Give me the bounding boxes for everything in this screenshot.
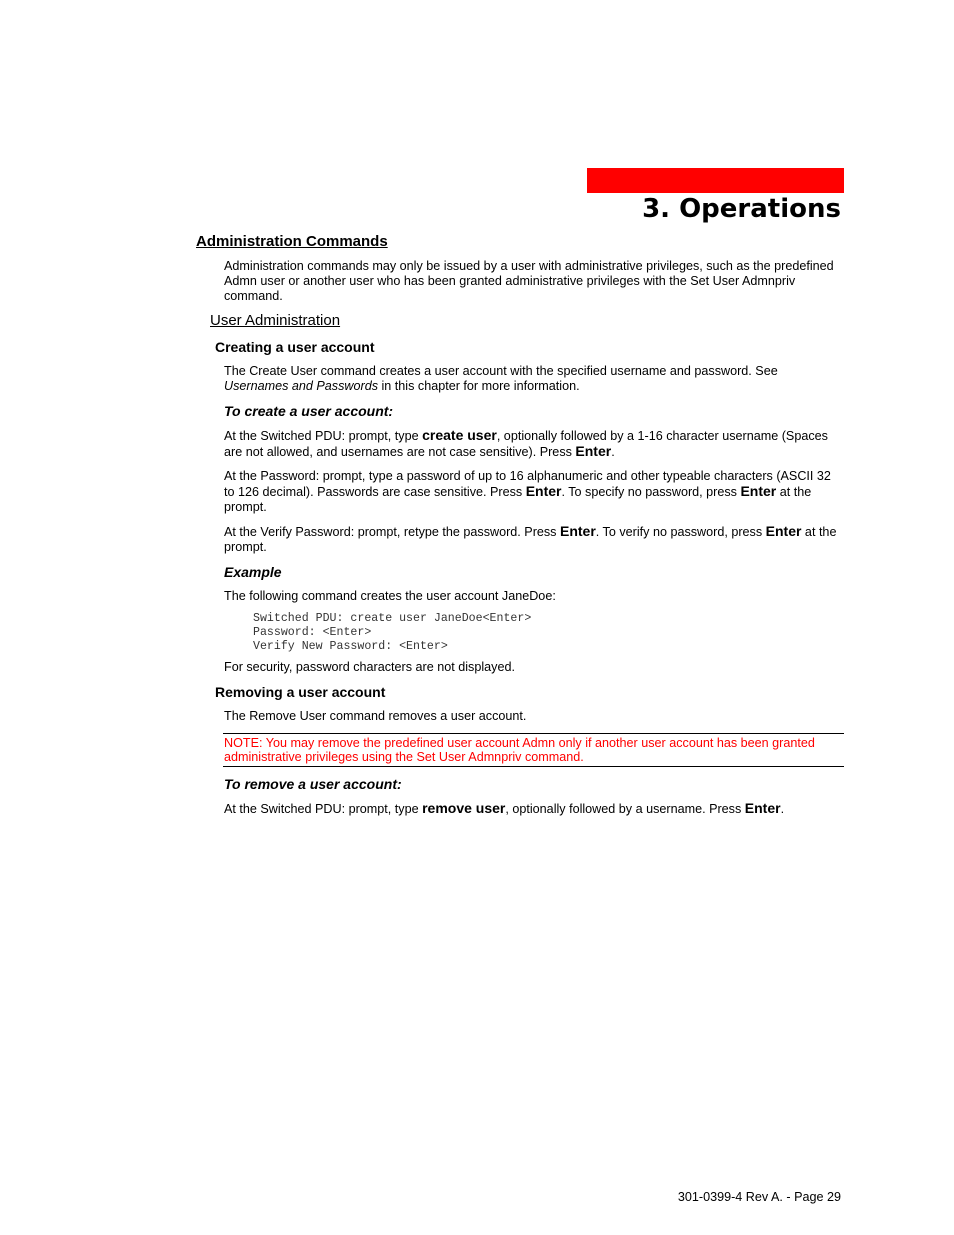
subheading-creating-user-account: Creating a user account	[215, 339, 375, 355]
step-text: . To verify no password, press	[595, 525, 766, 539]
step-text: At the Verify Password: prompt, retype the password. Press	[224, 525, 560, 539]
key-enter: Enter	[765, 523, 802, 539]
page-footer: 301-0399-4 Rev A. - Page 29	[677, 1190, 841, 1204]
create-step-2	[224, 469, 844, 515]
chapter-title: 3. Operations	[642, 194, 841, 224]
key-enter: Enter	[575, 443, 612, 459]
command-create-user: create user	[422, 427, 497, 443]
example-heading: Example	[224, 564, 282, 580]
note-box: NOTE: You may remove the predefined user account Admn only if another user account has been granted administrative privileges using the Set User Admnpriv command.	[223, 733, 844, 767]
key-enter: Enter	[740, 483, 777, 499]
procedure-heading-create: To create a user account:	[224, 403, 394, 419]
admin-intro-paragraph: Administration commands may only be issued by a user with administrative privileges, such as the predefined Admn user or another user who has been granted administrative privileges with the Set User Admnpriv command.	[224, 259, 834, 303]
example-intro: The following command creates the user account JaneDoe:	[224, 589, 556, 603]
create-intro-text-end: in this chapter for more information.	[378, 379, 580, 393]
remove-intro-paragraph: The Remove User command removes a user account.	[224, 709, 527, 723]
security-note: For security, password characters are not displayed.	[224, 660, 515, 674]
key-enter: Enter	[744, 800, 781, 816]
section-heading-user-administration: User Administration	[210, 312, 341, 329]
step-text: .	[611, 445, 615, 459]
step-text: .	[780, 802, 785, 816]
code-example	[253, 612, 531, 654]
procedure-heading-remove: To remove a user account:	[224, 776, 402, 792]
code-line: Password: <Enter>	[253, 626, 372, 639]
code-line: Verify New Password: <Enter>	[253, 640, 448, 653]
create-step-3	[224, 524, 844, 555]
step-text: At the Switched PDU: prompt, type	[224, 429, 423, 443]
section-heading-administration-commands: Administration Commands	[196, 233, 388, 250]
step-text: , optionally followed by a 1-16 character username (Spaces are not allowed, and usernames are not case sensitive). Press	[224, 429, 828, 459]
create-intro-text: The Create User command creates a user account with the specified username and password. See	[224, 364, 778, 378]
code-line: Switched PDU: create user JaneDoe<Enter>	[253, 612, 532, 625]
step-text: . To specify no password, press	[561, 485, 741, 499]
chapter-header-bar	[587, 168, 844, 193]
create-intro-paragraph	[224, 364, 844, 394]
step-text: At the Switched PDU: prompt, type	[224, 802, 423, 816]
step-text: , optionally followed by a username. Press	[505, 802, 745, 816]
key-enter: Enter	[525, 483, 562, 499]
remove-step	[224, 801, 844, 817]
command-remove-user: remove user	[422, 800, 506, 816]
usernames-passwords-reference: Usernames and Passwords	[224, 379, 378, 393]
key-enter: Enter	[559, 523, 596, 539]
subheading-removing-user-account: Removing a user account	[215, 684, 386, 700]
step-text: at the prompt.	[224, 485, 812, 514]
create-step-1	[224, 428, 844, 460]
step-text: At the Password: prompt, type a password of up to 16 alphanumeric and other typeable characters (ASCII 32 to 126 decimal). Passwords are case sensitive. Press	[224, 469, 831, 499]
step-text: at the prompt.	[224, 525, 837, 554]
